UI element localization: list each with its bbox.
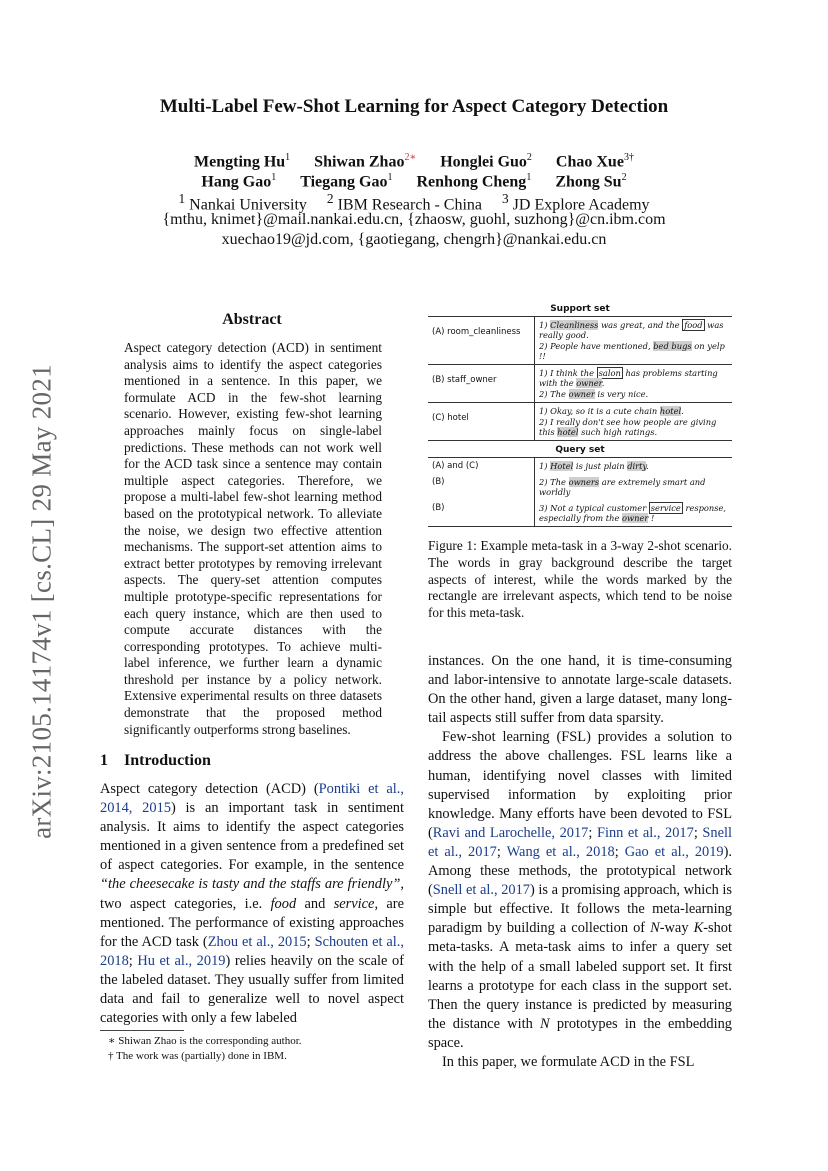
arxiv-identifier: arXiv:2105.14174v1 [cs.CL] 29 May 2021 [26,364,57,839]
footnote-rule [100,1030,184,1031]
target-aspect: owner [576,378,602,388]
query-set-heading: Query set [428,441,732,458]
query-row [428,474,732,500]
author: Shiwan Zhao [314,153,405,171]
author-row-2: Hang Gao$^1$ Tiegang Gao$^1$ Renhong Cheng$^1$ Zhong Su$^2$ [201,172,627,191]
author: Tiegang Gao [300,173,388,191]
query-example: 2) The owners are extremely smart and worldly [539,477,706,497]
target-aspect: owner [622,513,649,523]
paper-title: Multi-Label Few-Shot Learning for Aspect Category Detection [159,96,669,117]
class-label: (A) room_cleanliness [432,327,521,337]
support-example: 2) I really don't see how people are giving this hotel such high ratings. [539,417,717,437]
support-example: 2) People have mentioned, bed bugs on yelp !! [539,341,725,361]
support-example: 1) Cleanliness was great, and the food was really good. [539,320,724,340]
target-aspect: hotel [659,406,682,416]
support-row [428,317,732,365]
footnote: ∗ Shiwan Zhao is the corresponding author. [108,1035,302,1047]
paragraph: instances. On the one hand, it is time-consuming and labor-intensive to annotate large-scale datasets. On the other hand, given a large dataset, many long-tail aspects still suffer from data sparsity. [428,653,732,727]
paragraph: Few-shot learning (FSL) provides a solution to address the above challenges. FSL learns like a human, identifying novel classes with limited supervised information by exploiting prior knowledge. Many efforts have been devoted to FSL (Ravi and Larochelle, 2017; Finn et al., 2017; Snell et al., 2017; Wang et al., 2018; Gao et al., 2019). Among these methods, the prototypical network (Snell et al., 2017) is a promising approach, which is simple but effective. It follows the meta-learning paradigm by building a collection of N-way K-shot meta-tasks. A meta-task aims to infer a query set with the help of a small labeled support set. It first learns a prototype for each class in the support set. Then the query instance is predicted by measuring the distance with N prototypes in the embedding space. [428,729,733,1051]
query-example: 3) Not a typical customer service response, especially from the owner ! [539,503,727,523]
target-aspect: bed bugs [653,341,692,351]
author: Renhong Cheng [416,173,527,191]
target-aspect: dirty [627,461,647,471]
target-aspect: Hotel [550,461,574,471]
citation-link[interactable]: Wang et al., 2018 [506,843,615,860]
target-aspect: owners [568,477,600,487]
right-column [428,652,732,1072]
noise-aspect: service [650,503,681,513]
query-row [428,500,732,527]
citation-link[interactable]: Snell et al., 2017 [428,824,732,860]
author-row-1: Mengting Hu$^1$ Shiwan Zhao$^{2∗}$ Honglei Guo$^2$ Chao Xue$^{3\dagger}$ [194,152,634,171]
support-example: 2) The owner is very nice. [539,389,649,399]
citation-link[interactable]: Snell et al., 2017 [432,882,531,899]
target-aspect: Cleanliness [550,320,599,330]
citation-link[interactable]: Gao et al., 2019 [624,843,724,860]
author: Zhong Su [555,173,622,191]
query-row [428,458,732,475]
support-row [428,365,732,403]
class-label: (B) staff_owner [432,375,497,385]
figure-1 [428,302,732,527]
section-heading: 1 Introduction [100,752,211,769]
support-row [428,403,732,441]
support-example: 1) I think the salon has problems starting with the owner. [539,368,718,388]
author: Honglei Guo [440,153,527,171]
support-set-heading: Support set [428,302,732,317]
author: Mengting Hu [194,153,286,171]
intro-paragraph: Aspect category detection (ACD) (Pontiki et al., 2014, 2015) is an important task in sentiment analysis. It aims to identify the aspect categories mentioned in a given sentence from a predefined set of aspect categories. For example, in the sentence “the cheesecake is tasty and the staffs are friendly”, two aspect categories, i.e. food and service, are mentioned. The performance of existing approaches for the ACD task (Zhou et al., 2015; Schouten et al., 2018; Hu et al., 2019) relies heavily on the scale of the labeled dataset. They usually suffer from limited data and fail to generalize well to novel aspect categories with only a few labeled [100,781,405,1027]
citation-link[interactable]: Finn et al., 2017 [596,824,694,841]
author: Chao Xue [555,153,624,171]
email-line-1: {mthu, knimet}@mail.nankai.edu.cn, {zhaosw, guohl, suzhong}@cn.ibm.com [162,211,666,228]
citation-link[interactable]: Pontiki et al., 2014, 2015 [100,781,404,817]
author: Hang Gao [201,173,272,191]
figure-caption: Figure 1: Example meta-task in a 3-way 2-shot scenario. The words in gray background describe the target aspects of interest, while the words marked by the rectangle are irrelevant aspects, which tend to be noise for this meta-task. [428,538,732,621]
email-line-2: xuechao19@jd.com, {gaotiegang, chengrh}@nankai.edu.cn [221,231,607,248]
citation-link[interactable]: Zhou et al., 2015 [207,933,307,950]
affiliations: $^1$ Nankai University $^2$ IBM Research - China $^3$ JD Explore Academy [178,191,650,214]
citation-link[interactable]: Ravi and Larochelle, 2017 [432,824,589,841]
target-aspect: hotel [557,427,579,437]
noise-aspect: food [684,320,703,330]
query-example: 1) Hotel is just plain dirty. [539,461,649,471]
footnote: † The work was (partially) done in IBM. [108,1050,287,1062]
class-label: (B) [432,477,445,487]
citation-link[interactable]: Hu et al., 2019 [137,952,226,969]
abstract-heading: Abstract [222,311,282,328]
paragraph: In this paper, we formulate ACD in the FSL [442,1053,695,1070]
target-aspect: owner [568,389,595,399]
class-label: (B) [432,503,445,513]
class-label: (A) and (C) [432,461,479,471]
support-example: 1) Okay, so it is a cute chain hotel. [539,406,684,416]
class-label: (C) hotel [432,413,469,423]
abstract-text: Aspect category detection (ACD) in sentiment analysis aims to identify the aspect categories mentioned in a sentence. In this paper, we formulate ACD in the few-shot learning scenario. However, existing few-shot learning approaches mainly focus on single-label predictions. These methods can not work well for the ACD task since a sentence may contain multiple aspect categories. Therefore, we propose a multi-label few-shot learning method based on the prototypical network. To alleviate the noise, we design two effective attention mechanisms. The support-set attention aims to extract better prototypes by removing irrelevant aspects. The query-set attention computes multiple prototype-specific representations for each query instance, which are then used to compute accurate distances with the corresponding prototypes. To achieve multi-label inference, we further learn a dynamic threshold per instance by a policy network. Extensive experimental results on three datasets demonstrate that the proposed method significantly outperforms strong baselines. [124,340,382,737]
citation-link[interactable]: Schouten et al., 2018 [100,933,404,969]
noise-aspect: salon [598,368,621,378]
